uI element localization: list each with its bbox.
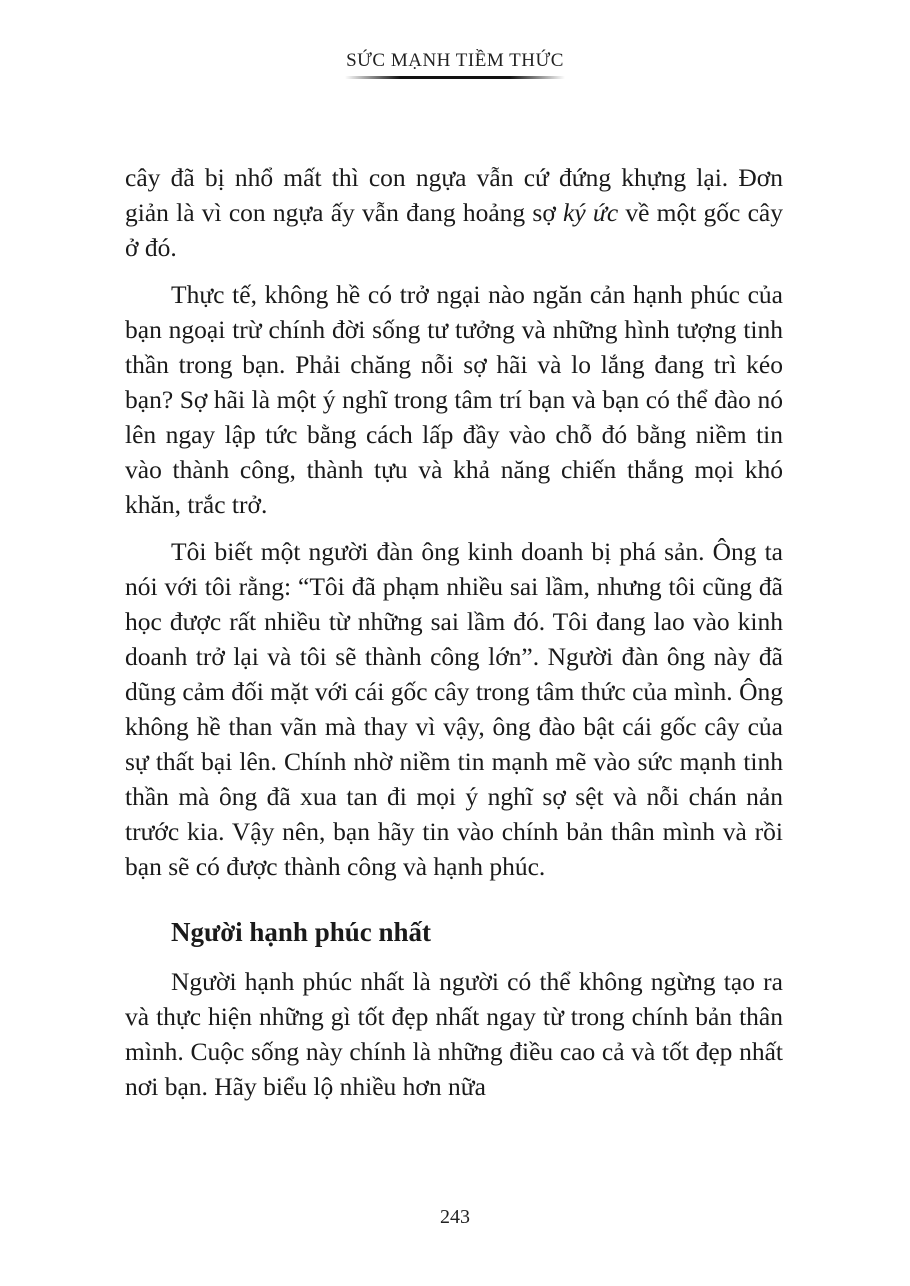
running-title: SỨC MẠNH TIỀM THỨC (346, 50, 564, 71)
running-header (0, 50, 910, 72)
paragraph-continued-tail: về một gốc cây ở đó. (125, 198, 783, 262)
page-body (125, 160, 783, 1116)
paragraph-continued-text: cây đã bị nhổ mất thì con ngựa vẫn cứ đứng khựng lại. Đơn giản là vì con ngựa ấy vẫn đang hoảng sợ (125, 163, 783, 227)
header-rule (345, 76, 565, 79)
paragraph-happiest: Người hạnh phúc nhất là người có thể không ngừng tạo ra và thực hiện những gì tốt đẹp nhất ngay từ trong chính bản thân mình. Cuộc sống này chính là những điều cao cả và tốt đẹp nhất nơi bạn. Hãy biểu lộ nhiều hơn nữa (125, 967, 783, 1101)
section-heading: Người hạnh phúc nhất (171, 917, 432, 947)
emphasis-text: ký ức (563, 198, 619, 227)
paragraph-obstacle: Thực tế, không hề có trở ngại nào ngăn cản hạnh phúc của bạn ngoại trừ chính đời sống tư tưởng và những hình tượng tinh thần trong bạn. Phải chăng nỗi sợ hãi và lo lắng đang trì kéo bạn? Sợ hãi là một ý nghĩ trong tâm trí bạn và bạn có thể đào nó lên ngay lập tức bằng cách lấp đầy vào chỗ đó bằng niềm tin vào thành công, thành tựu và khả năng chiến thắng mọi khó khăn, trắc trở. (125, 280, 783, 519)
paragraph-businessman: Tôi biết một người đàn ông kinh doanh bị phá sản. Ông ta nói với tôi rằng: “Tôi đã phạm nhiều sai lầm, nhưng tôi cũng đã học được rất nhiều từ những sai lầm đó. Tôi đang lao vào kinh doanh trở lại và tôi sẽ thành công lớn”. Người đàn ông này đã dũng cảm đối mặt với cái gốc cây trong tâm thức của mình. Ông không hề than vãn mà thay vì vậy, ông đào bật cái gốc cây của sự thất bại lên. Chính nhờ niềm tin mạnh mẽ vào sức mạnh tinh thần mà ông đã xua tan đi mọi ý nghĩ sợ sệt và nỗi chán nản trước kia. Vậy nên, bạn hãy tin vào chính bản thân mình và rồi bạn sẽ có được thành công và hạnh phúc. (125, 537, 783, 881)
page-number: 243 (440, 1206, 470, 1228)
paragraph-continued (125, 160, 783, 265)
